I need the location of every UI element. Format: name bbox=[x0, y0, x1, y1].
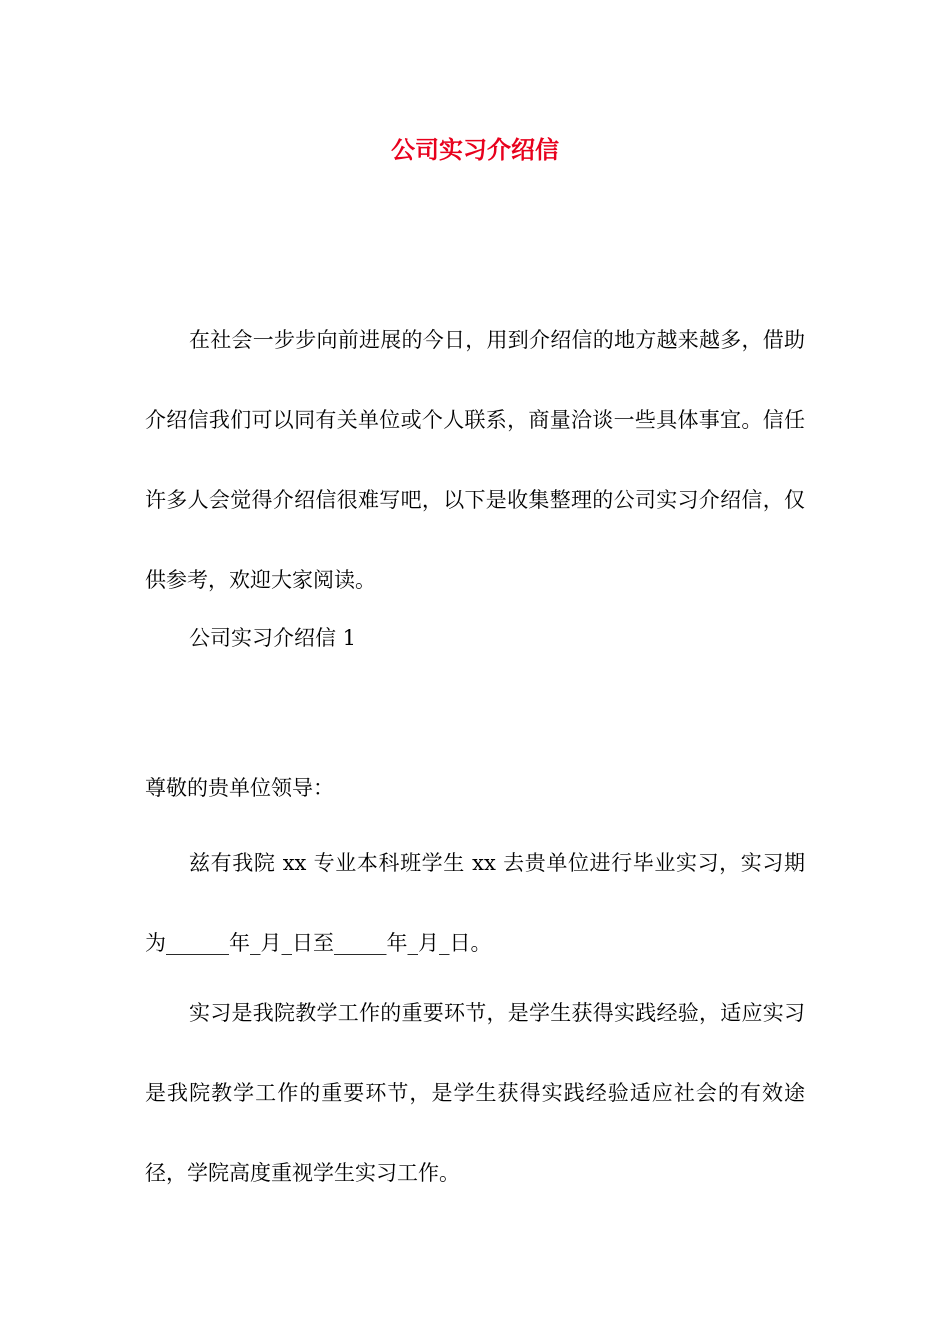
letter-body-paragraph-1: 兹有我院 xx 专业本科班学生 xx 去贵单位进行毕业实习，实习期为______年_月_日至_____年_月_日。 bbox=[145, 851, 805, 955]
letter-heading: 公司实习介绍信 1 bbox=[189, 626, 357, 650]
letter-body-paragraph-2: 实习是我院教学工作的重要环节，是学生获得实践经验，适应实习是我院教学工作的重要环节，是学生获得实践经验适应社会的有效途径，学院高度重视学生实习工作。 bbox=[145, 1001, 805, 1185]
intro-paragraph: 在社会一步步向前进展的今日，用到介绍信的地方越来越多，借助介绍信我们可以同有关单位或个人联系，商量洽谈一些具体事宜。信任许多人会觉得介绍信很难写吧，以下是收集整理的公司实习介绍信，仅供参考，欢迎大家阅读。 bbox=[145, 328, 805, 592]
letter-salutation: 尊敬的贵单位领导： bbox=[145, 776, 334, 800]
document-title: 公司实习介绍信 bbox=[391, 135, 559, 164]
